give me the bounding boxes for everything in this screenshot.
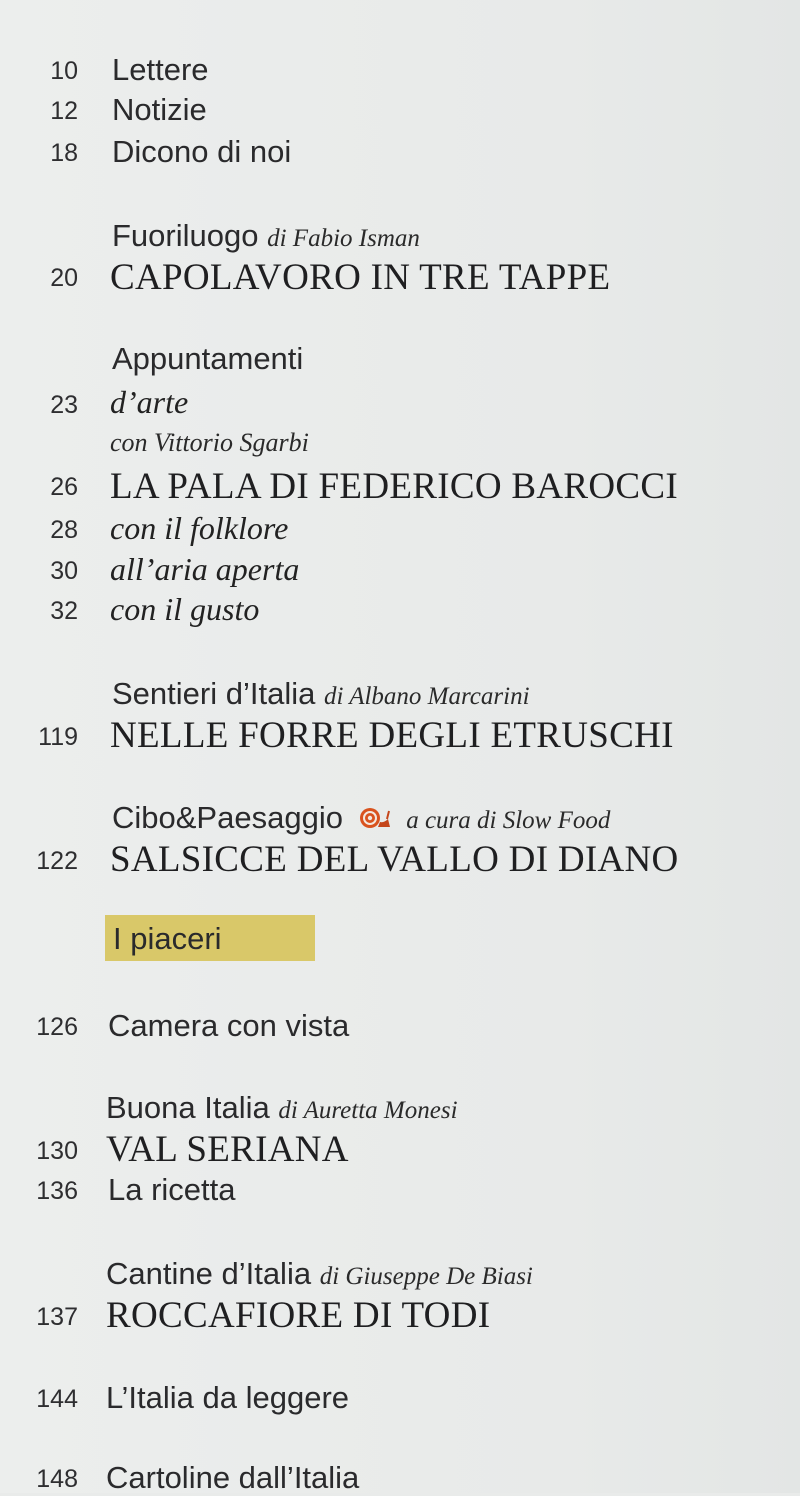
entry-label: con il folklore	[110, 510, 289, 546]
article-title: LA PALA DI FEDERICO BAROCCI	[110, 466, 678, 507]
entry-label: Camera con vista	[108, 1008, 350, 1043]
page-number: 26	[50, 473, 78, 501]
entry-label: La ricetta	[108, 1172, 236, 1207]
article-title: VAL SERIANA	[106, 1129, 349, 1170]
page-number: 119	[38, 723, 78, 751]
entry-label: d’arte	[110, 384, 189, 420]
section-name: Cibo&Paesaggio	[112, 800, 343, 835]
byline: di Auretta Monesi	[278, 1097, 458, 1124]
page-number: 136	[36, 1177, 78, 1205]
page-number: 12	[50, 97, 78, 125]
entry-label: Cartoline dall’Italia	[106, 1460, 360, 1495]
article-title: NELLE FORRE DEGLI ETRUSCHI	[110, 715, 674, 756]
entry-label: Dicono di noi	[112, 134, 292, 169]
entry-label: Notizie	[112, 92, 207, 127]
article-title: ROCCAFIORE DI TODI	[106, 1295, 491, 1336]
byline: di Fabio Isman	[267, 225, 420, 252]
page-number: 122	[36, 847, 78, 875]
page-number: 20	[50, 264, 78, 292]
page-number: 130	[36, 1137, 78, 1165]
page-number: 144	[36, 1385, 78, 1413]
section-name: Appuntamenti	[112, 341, 304, 376]
byline: a cura di Slow Food	[406, 807, 611, 834]
page-number: 148	[36, 1465, 78, 1493]
page-number: 23	[50, 391, 78, 419]
section-label-highlight	[105, 915, 315, 961]
page-number: 32	[50, 597, 78, 625]
byline: di Albano Marcarini	[323, 683, 530, 710]
section-name: Buona Italia	[106, 1090, 270, 1125]
section-label: I piaceri	[113, 921, 222, 956]
snail-icon	[358, 805, 392, 831]
byline: con Vittorio Sgarbi	[110, 428, 309, 457]
entry-label: con il gusto	[110, 591, 260, 627]
page-number: 18	[50, 139, 78, 167]
article-title: CAPOLAVORO IN TRE TAPPE	[110, 257, 611, 298]
byline: di Giuseppe De Biasi	[319, 1263, 533, 1290]
section-name: Sentieri d’Italia	[112, 676, 316, 711]
page-number: 10	[50, 57, 78, 85]
page-number: 137	[36, 1303, 78, 1331]
section-name: Fuoriluogo	[112, 218, 259, 253]
page-number: 126	[36, 1013, 78, 1041]
page-number: 28	[50, 516, 78, 544]
page-number: 30	[50, 557, 78, 585]
entry-label: all’aria aperta	[110, 551, 300, 587]
entry-label: L’Italia da leggere	[106, 1380, 350, 1415]
entry-label: Lettere	[112, 52, 209, 87]
article-title: SALSICCE DEL VALLO DI DIANO	[110, 839, 679, 880]
section-name: Cantine d’Italia	[106, 1256, 312, 1291]
